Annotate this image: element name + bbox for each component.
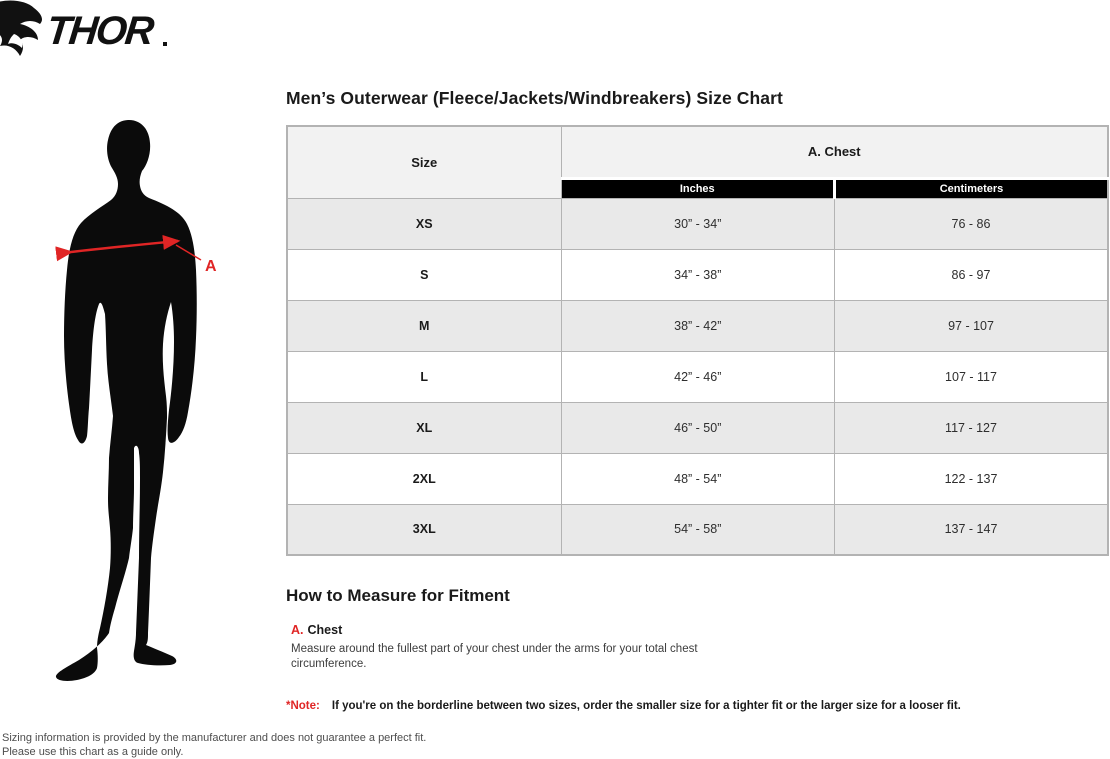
centimeters-value: 97 - 107 bbox=[835, 300, 1109, 351]
note-prefix: *Note: bbox=[286, 700, 320, 712]
goat-head-icon bbox=[0, 0, 180, 58]
table-row bbox=[287, 198, 1108, 249]
table-row bbox=[287, 453, 1108, 504]
size-value: XS bbox=[287, 198, 561, 249]
centimeters-value: 122 - 137 bbox=[835, 453, 1109, 504]
measure-section-heading: How to Measure for Fitment bbox=[286, 586, 510, 605]
measure-item-chest bbox=[291, 623, 701, 672]
inches-value: 48” - 54” bbox=[561, 453, 835, 504]
table-row bbox=[287, 504, 1108, 555]
inches-value: 34” - 38” bbox=[561, 249, 835, 300]
inches-value: 54” - 58” bbox=[561, 504, 835, 555]
male-silhouette-figure bbox=[45, 118, 230, 684]
fitment-figure bbox=[45, 118, 230, 684]
centimeters-value: 76 - 86 bbox=[835, 198, 1109, 249]
centimeters-value: 137 - 147 bbox=[835, 504, 1109, 555]
unit-header-centimeters: Centimeters bbox=[835, 178, 1109, 198]
size-value: L bbox=[287, 351, 561, 402]
logo-text: THOR bbox=[44, 9, 155, 53]
note-text: If you're on the borderline between two sizes, order the smaller size for a tighter fit or the larger size for a looser fit. bbox=[331, 700, 961, 712]
inches-value: 30” - 34” bbox=[561, 198, 835, 249]
inches-value: 46” - 50” bbox=[561, 402, 835, 453]
centimeters-value: 86 - 97 bbox=[835, 249, 1109, 300]
size-value: XL bbox=[287, 402, 561, 453]
size-value: S bbox=[287, 249, 561, 300]
size-value: 3XL bbox=[287, 504, 561, 555]
disclaimer-line-1: Sizing information is provided by the manufacturer and does not guarantee a perfect fit. bbox=[2, 732, 427, 744]
body-silhouette bbox=[56, 120, 197, 681]
disclaimer-line-2: Please use this chart as a guide only. bbox=[2, 746, 184, 758]
size-chart-table bbox=[286, 125, 1109, 556]
inches-value: 38” - 42” bbox=[561, 300, 835, 351]
measure-description: Measure around the fullest part of your chest under the arms for your total chest circumference. bbox=[291, 643, 698, 670]
table-row bbox=[287, 249, 1108, 300]
size-value: M bbox=[287, 300, 561, 351]
disclaimer-footer bbox=[2, 731, 426, 759]
table-row bbox=[287, 351, 1108, 402]
table-row bbox=[287, 300, 1108, 351]
table-row bbox=[287, 402, 1108, 453]
chest-marker-label: A bbox=[205, 258, 217, 275]
column-header-chest: A. Chest bbox=[561, 126, 1108, 178]
page-title: Men’s Outerwear (Fleece/Jackets/Windbreakers) Size Chart bbox=[286, 88, 783, 108]
size-value: 2XL bbox=[287, 453, 561, 504]
inches-value: 42” - 46” bbox=[561, 351, 835, 402]
centimeters-value: 117 - 127 bbox=[835, 402, 1109, 453]
centimeters-value: 107 - 117 bbox=[835, 351, 1109, 402]
column-header-size: Size bbox=[287, 126, 561, 198]
unit-header-inches: Inches bbox=[561, 178, 835, 198]
thor-logo bbox=[0, 0, 180, 58]
measure-label: Chest bbox=[307, 623, 343, 637]
sizing-note bbox=[286, 700, 961, 712]
measure-marker: A. bbox=[291, 623, 304, 637]
